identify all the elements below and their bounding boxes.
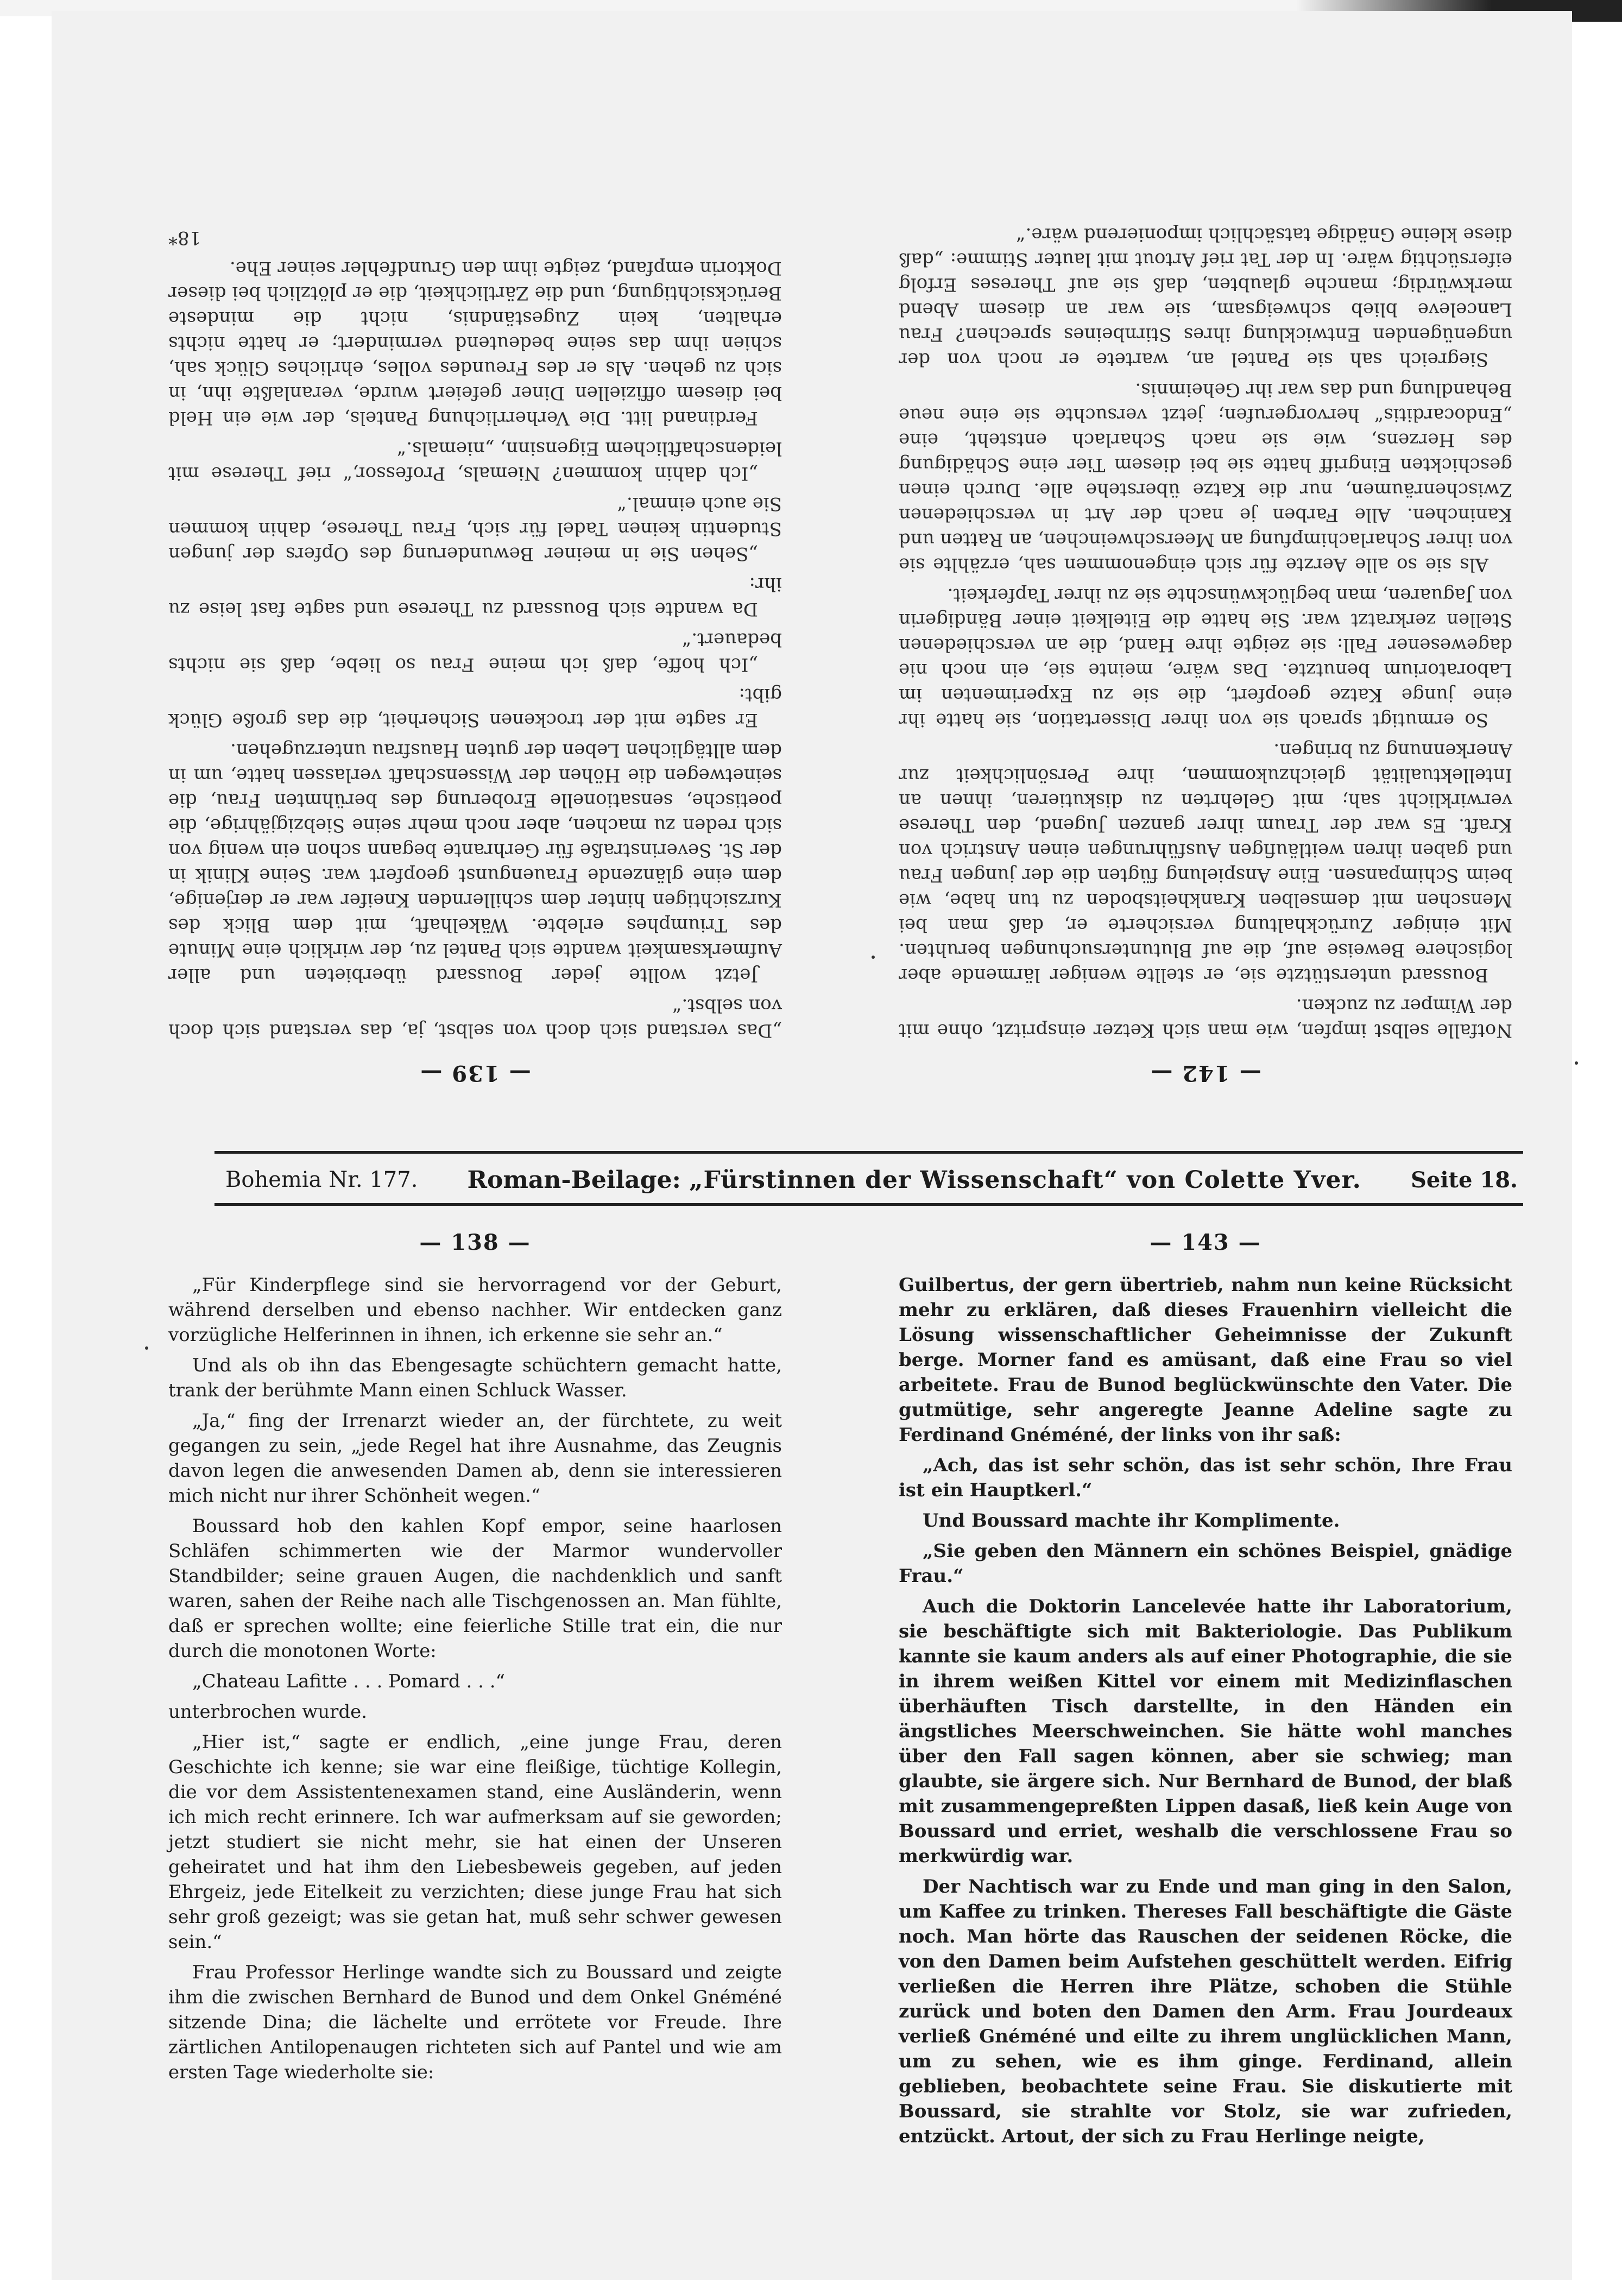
paragraph: Da wandte sich Boussard zu Therese und sagte fast leise zu ihr: bbox=[168, 573, 782, 620]
paragraph: „Das verstand sich doch von selbst, ja, das verstand sich doch von selbst.“ bbox=[168, 995, 782, 1041]
paragraph: „Sehen Sie in meiner Bewunderung des Opfers der jungen Studentin keinen Tadel für sich, Frau Therese, dahin kommen Sie auch einmal.“ bbox=[168, 493, 782, 565]
paragraph: Er sagte mit der trockenen Sicherheit, die das große Glück gibt: bbox=[168, 684, 782, 731]
paragraph: „Ach, das ist sehr schön, das ist sehr schön, Ihre Frau ist ein Hauptkerl.“ bbox=[899, 1454, 1512, 1501]
page-number: — 143 — bbox=[1150, 1230, 1261, 1255]
footnote: 18* bbox=[168, 227, 201, 249]
paragraph: „Für Kinderpflege sind sie hervorragend vor der Geburt, während derselben und ebenso nachher. Wir entdecken ganz vorzügliche Helferinnen in ihnen, ich erkenne sie sehr an.“ bbox=[168, 1274, 782, 1346]
paragraph: „Ich dahin kommen? Niemals, Professor,“ rief Therese mit leidenschaftlichem Eigensinn, „niemals.“ bbox=[168, 438, 782, 484]
page-label: Seite 18. bbox=[1411, 1167, 1518, 1193]
supplement-title bbox=[467, 1166, 1361, 1194]
paragraph: Guilbertus, der gern übertrieb, nahm nun keine Rücksicht mehr zu erklären, daß dieses Frauenhirn vielleicht die Lösung wissenschaftlicher Geheimnisse der Zukunft berge. Morner fand es amüsant, daß eine Frau so viel arbeitete. Frau de Bunod beglückwünschte den Vater. Die gutmütige, sehr angeregte Jeanne Adeline sagte zu Ferdinand Gnéméné, der links von ihr saß: bbox=[899, 1274, 1512, 1446]
paragraph: Jetzt wollte jeder Boussard überbieten und aller Aufmerksamkeit wandte sich Pantel zu, der wirklich eine Minute des Triumphes erlebte. Wäkelhaft, mit dem Blick des Kurzsichtigen hinter dem schillernden Kneifer war er derjenige, dem eine glänzende Frauengunst geopfert war. Seine Klinik in der St. Severinstraße für Gerhrante begann schon ein wenig von sich reden zu machen, aber noch mehr seine Siebzigjährige, die poetische, sensationelle Eroberung des berühmten Frau, die seinetwegen die Höhen der Wissenschaft verlassen hatte, um in dem alltäglichen Leben der guten Hausfrau unterzugehen. bbox=[168, 739, 782, 986]
page-number: — 142 — bbox=[1150, 1060, 1261, 1086]
paragraph: „Chateau Lafitte . . . Pomard . . .“ bbox=[192, 1671, 505, 1692]
page-number: — 138 — bbox=[419, 1230, 531, 1255]
novel-title: „Fürstinnen der Wissenschaft“ von Colette Yver. bbox=[689, 1166, 1361, 1194]
paragraph: Auch die Doktorin Lancelevée hatte ihr Laboratorium, sie beschäftigte sich mit Bakteriologie. Das Publikum kannte sie kaum anders als auf einer Photographie, die sie in ihrem weißen Kittel vor einem mit Medizinflaschen überhäuften Tisch darstellte, in den Händen ein ängstliches Meerschweinchen. Sie hätte wohl manches über den Fall sagen können, aber sie schwieg; man glaubte, sie ärgere sich. Nur Bernhard de Bunod, der blaß mit zusammengepreßten Lippen dasaß, ließ kein Auge von Boussard und erriet, weshalb die verschlossene Frau so merkwürdig war. bbox=[899, 1596, 1512, 1867]
paragraph: Boussard hob den kahlen Kopf empor, seine haarlosen Schläfen schimmerten wie der Marmor wundervoller Standbilder; seine grauen Augen, die nachdenklich und sanft waren, sahen der Reihe nach alle Tischgenossen an. Man fühlte, daß er sprechen wollte; eine feierliche Stille trat ein, die nur durch die monotonen Worte: bbox=[168, 1515, 782, 1662]
paragraph: Als sie so alle Aerzte für sich eingenommen sah, erzählte sie von ihrer Scharlachimpfung an Meerschweinchen, an Ratten und Kaninchen. Alle Farben je nach der Art in verschiedenen Zwischenräumen, nur die Katze überstehe alle. Durch einen geschickten Eingriff hatte sie bei diesem Tier eine Schädigung des Herzens, wie sie nach Scharlach entsteht, eine „Endocarditis“ hervorgerufen; jetzt versuchte sie eine neue Behandlung und das war ihr Geheimnis. bbox=[899, 379, 1512, 575]
paragraph: So ermutigt sprach sie von ihrer Dissertation, sie hatte ihr eine junge Katze geopfert, die sie zu Experimenten im Laboratorium benutzte. Das wäre, meinte sie, ein noch nie dagewesener Fall: sie zeigte ihre Hand, die an verschiedenen Stellen zerkratzt war. Sie hatte die Eitelkeit einer Bändigerin von Jaguaren, man beglückwünschte sie zu ihrer Tapferkeit. bbox=[899, 584, 1512, 731]
paragraph: Der Nachtisch war zu Ende und man ging in den Salon, um Kaffee zu trinken. Thereses Fall beschäftigte die Gäste noch. Man hörte das Rauschen der seidenen Röcke, die von den Damen beim Aufstehen geschüttelt werden. Eifrig verließen die Herren ihre Plätze, schoben die Stühle zurück und boten den Damen den Arm. Frau Jourdeaux verließ Gnéméné und eilte zu ihrem unglücklichen Mann, um zu sehen, wie es ihm ginge. Ferdinand, allein geblieben, beobachtete seine Frau. Sie diskutierte mit Boussard, sie strahlte vor Stolz, sie war zufrieden, entzückt. Artout, der sich zu Frau Herlinge neigte, bbox=[899, 1876, 1512, 2147]
lower-left-column bbox=[168, 1230, 782, 2174]
paragraph: „Hier ist,“ sagte er endlich, „eine junge Frau, deren Geschichte ich kenne; sie war eine fleißige, tüchtige Kollegin, die vor dem Assistentenexamen stand, eine Ausländerin, wenn ich mich recht erinnere. Ich war aufmerksam auf sie geworden; jetzt studiert sie nicht mehr, sie hat einen der Unseren geheiratet und hat ihm den Liebesbeweis gegeben, auf jeden Ehrgeiz, jede Eitelkeit zu verzichten; diese junge Frau hat sich sehr groß gezeigt; was sie getan hat, muß sehr schwer gewesen sein.“ bbox=[168, 1731, 782, 1953]
upper-right-column bbox=[899, 152, 1512, 1086]
upper-left-column bbox=[168, 152, 782, 1086]
paragraph: „Sie geben den Männern ein schönes Beispiel, gnädige Frau.“ bbox=[899, 1540, 1512, 1587]
print-speck bbox=[145, 1346, 148, 1350]
paragraph: Boussard unterstützte sie, er stellte weniger lärmende aber logischere Beweise auf, die auf Blutuntersuchungen beruhten. Mit einiger Zurückhaltung versicherte er, daß man bei Menschen mit demselben Krankheitsboden zu tun habe, wie beim Schimpansen. Eine Anspielung fügten die der jungen Frau und gaben ihren weitläufigen Ausführungen einen Anstrich von Kraft. Es war der Traum ihrer ganzen Jugend, den Therese verwirklicht sah; mit Gelehrten zu diskutieren, ihnen an Intellektualität gleichzukommen, ihre Persönlichkeit zur Anerkennung zu bringen. bbox=[899, 739, 1512, 986]
print-speck bbox=[1575, 1061, 1578, 1065]
paragraph: Siegreich sah sie Pantel an, wartete er noch von der ungenügenden Entwicklung ihres Stirnbeines sprechen? Frau Lanceleve blieb schweigsam, sie war an diesem Abend merkwürdig; manche glaubten, daß sie auf Thereses Erfolg eifersüchtig wäre. In der Tat rief Artout mit lauter Stimme: „daß diese kleine Gnädige tatsächlich imponierend wäre.“ bbox=[899, 224, 1512, 370]
lower-right-column bbox=[899, 1230, 1512, 2174]
page-header bbox=[225, 1163, 1518, 1197]
header-rule-bottom bbox=[214, 1203, 1523, 1206]
paragraph: Ferdinand litt. Die Verherrlichung Pantels, der wie ein Held bei diesem offiziellen Diner gefeiert wurde, veranlaßte ihn, in sich zu gehen. Als er des Freundes volles, ehrliches Glück sah, schien ihm das seine bedeutend vermindert; er hatte nichts erhalten, kein Zugeständnis, nicht die mindeste Berücksichtigung, und die Zärtlichkeit, die er plötzlich bei dieser Doktorin empfand, zeigte ihm den Grundfehler seiner Ehe. bbox=[168, 257, 782, 429]
newspaper-page bbox=[52, 11, 1572, 2280]
publication-name: Bohemia Nr. 177. bbox=[225, 1167, 418, 1192]
paragraph: unterbrochen wurde. bbox=[168, 1701, 368, 1723]
paragraph: Und als ob ihn das Ebengesagte schüchtern gemacht hatte, trank der berühmte Mann einen Schluck Wasser. bbox=[168, 1355, 782, 1401]
print-speck bbox=[872, 956, 875, 959]
paragraph: „Ja,“ fing der Irrenarzt wieder an, der fürchtete, zu weit gegangen zu sein, „jede Regel hat ihre Ausnahme, das Zeugnis davon legen die anwesenden Damen ab, denn sie interessieren mich nicht nur ihrer Schönheit wegen.“ bbox=[168, 1410, 782, 1507]
header-rule-top bbox=[214, 1151, 1523, 1154]
paragraph: Frau Professor Herlinge wandte sich zu Boussard und zeigte ihm die zwischen Bernhard de Bunod und dem Onkel Gnéméné sitzende Dina; die lächelte und errötete vor Freude. Ihre zärtlichen Antilopenaugen richteten sich auf Pantel und wie am ersten Tage wiederholte sie: bbox=[168, 1962, 782, 2083]
page-number: — 139 — bbox=[419, 1060, 531, 1086]
paragraph: „Ich hoffe, daß ich meine Frau so liebe, daß sie nichts bedauert.“ bbox=[168, 629, 782, 675]
supplement-label: Roman-Beilage: bbox=[467, 1166, 681, 1194]
paragraph: Und Boussard machte ihr Komplimente. bbox=[923, 1510, 1340, 1532]
paragraph: Notfalle selbst impfen, wie man sich Ketzer einspritzt, ohne mit der Wimper zu zucken. bbox=[899, 995, 1512, 1041]
